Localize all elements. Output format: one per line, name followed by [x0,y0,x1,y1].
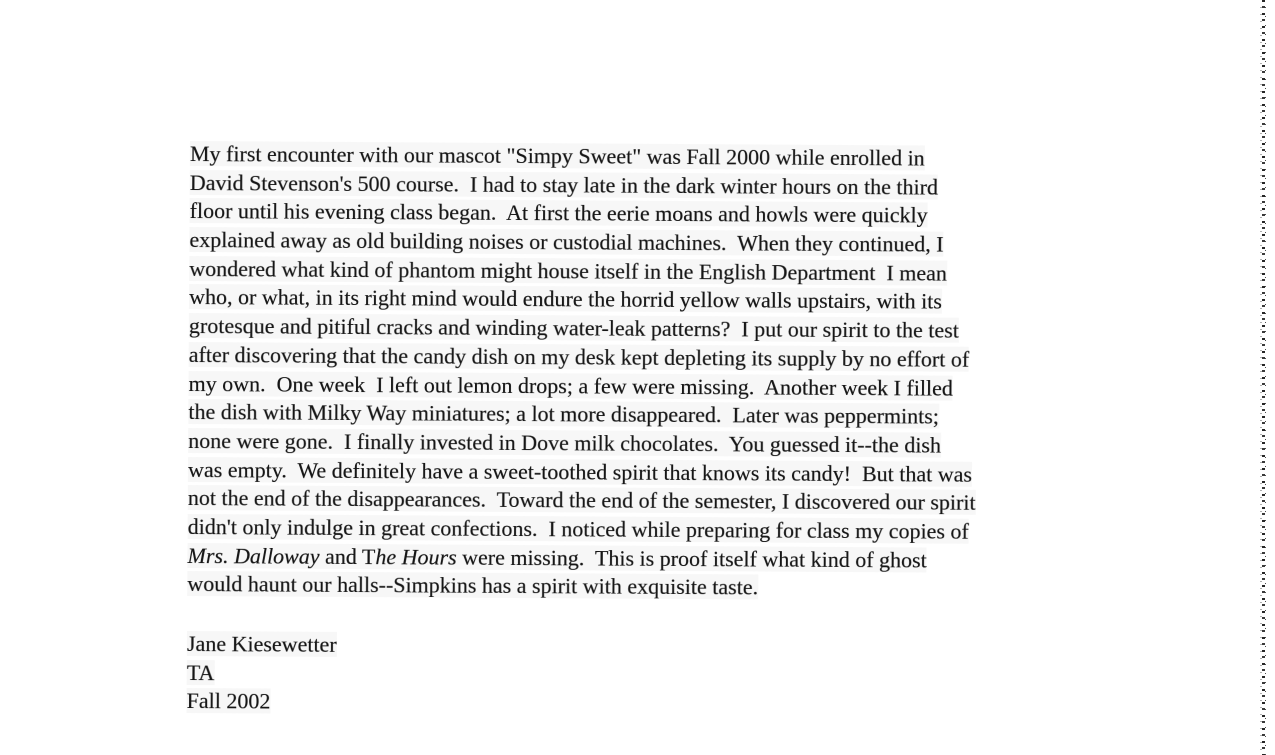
paragraph-line-text: after discovering that the candy dish on my desk kept depleting its supply by no effort of [188,341,970,372]
signature-name-text: Jane Kiesewetter [186,630,337,657]
paragraph-line-text: my own. One week I left out lemon drops; a few were missing. Another week I filled [188,370,953,401]
paragraph-line-text: floor until his evening class began. At first the eerie moans and howls were quickly [189,198,928,228]
signature-date [186,687,1116,721]
scan-edge-noise-artifact [1259,0,1268,755]
paragraph-line-text: grotesque and pitiful cracks and winding water-leak patterns? I put our spirit to the test [188,313,959,343]
paragraph-line-text: the dish with Milky Way miniatures; a lot more disappeared. Later was peppermints; [188,399,939,429]
paragraph-line-text: David Stevenson's 500 course. I had to stay late in the dark winter hours on the third [189,169,938,200]
signature-name [187,630,1117,664]
book-title-mrs-dalloway: Mrs. Dalloway [187,542,320,569]
plain-segment: were missing. This is proof itself what kind of ghost [456,544,927,573]
paragraph-line [187,570,1117,604]
paragraph-line-text: didn't only indulge in great confections. I noticed while preparing for class my copies of [187,513,969,544]
paragraph-line-text: would haunt our halls--Simpkins has a spirit with exquisite taste. [187,571,759,600]
paragraph-line-text: was empty. We definitely have a sweet-toothed spirit that knows its candy! But that was [187,456,973,487]
paragraph-line-text [187,543,926,573]
plain-segment: and T [319,543,376,569]
letter-body [186,140,1120,722]
paragraph-line-text: wondered what kind of phantom might house itself in the English Department I mean [189,255,947,286]
paragraph-line-text: who, or what, in its right mind would endure the horrid yellow walls upstairs, with its [188,284,942,315]
paragraph-line-text: none were gone. I finally invested in Dove milk chocolates. You guessed it--the dish [188,427,941,458]
signature-title-text: TA [186,659,215,685]
signature-date-text: Fall 2002 [186,688,271,714]
paragraph-line-text: not the end of the disappearances. Toward the end of the semester, I discovered our spirit [187,485,976,516]
book-title-the-hours: he Hours [375,543,457,570]
paragraph-line-text: explained away as old building noises or custodial machines. When they continued, I [189,227,944,257]
signature-block [186,630,1117,722]
paragraph-line-text: My first encounter with our mascot "Simpy Sweet" was Fall 2000 while enrolled in [189,140,925,171]
